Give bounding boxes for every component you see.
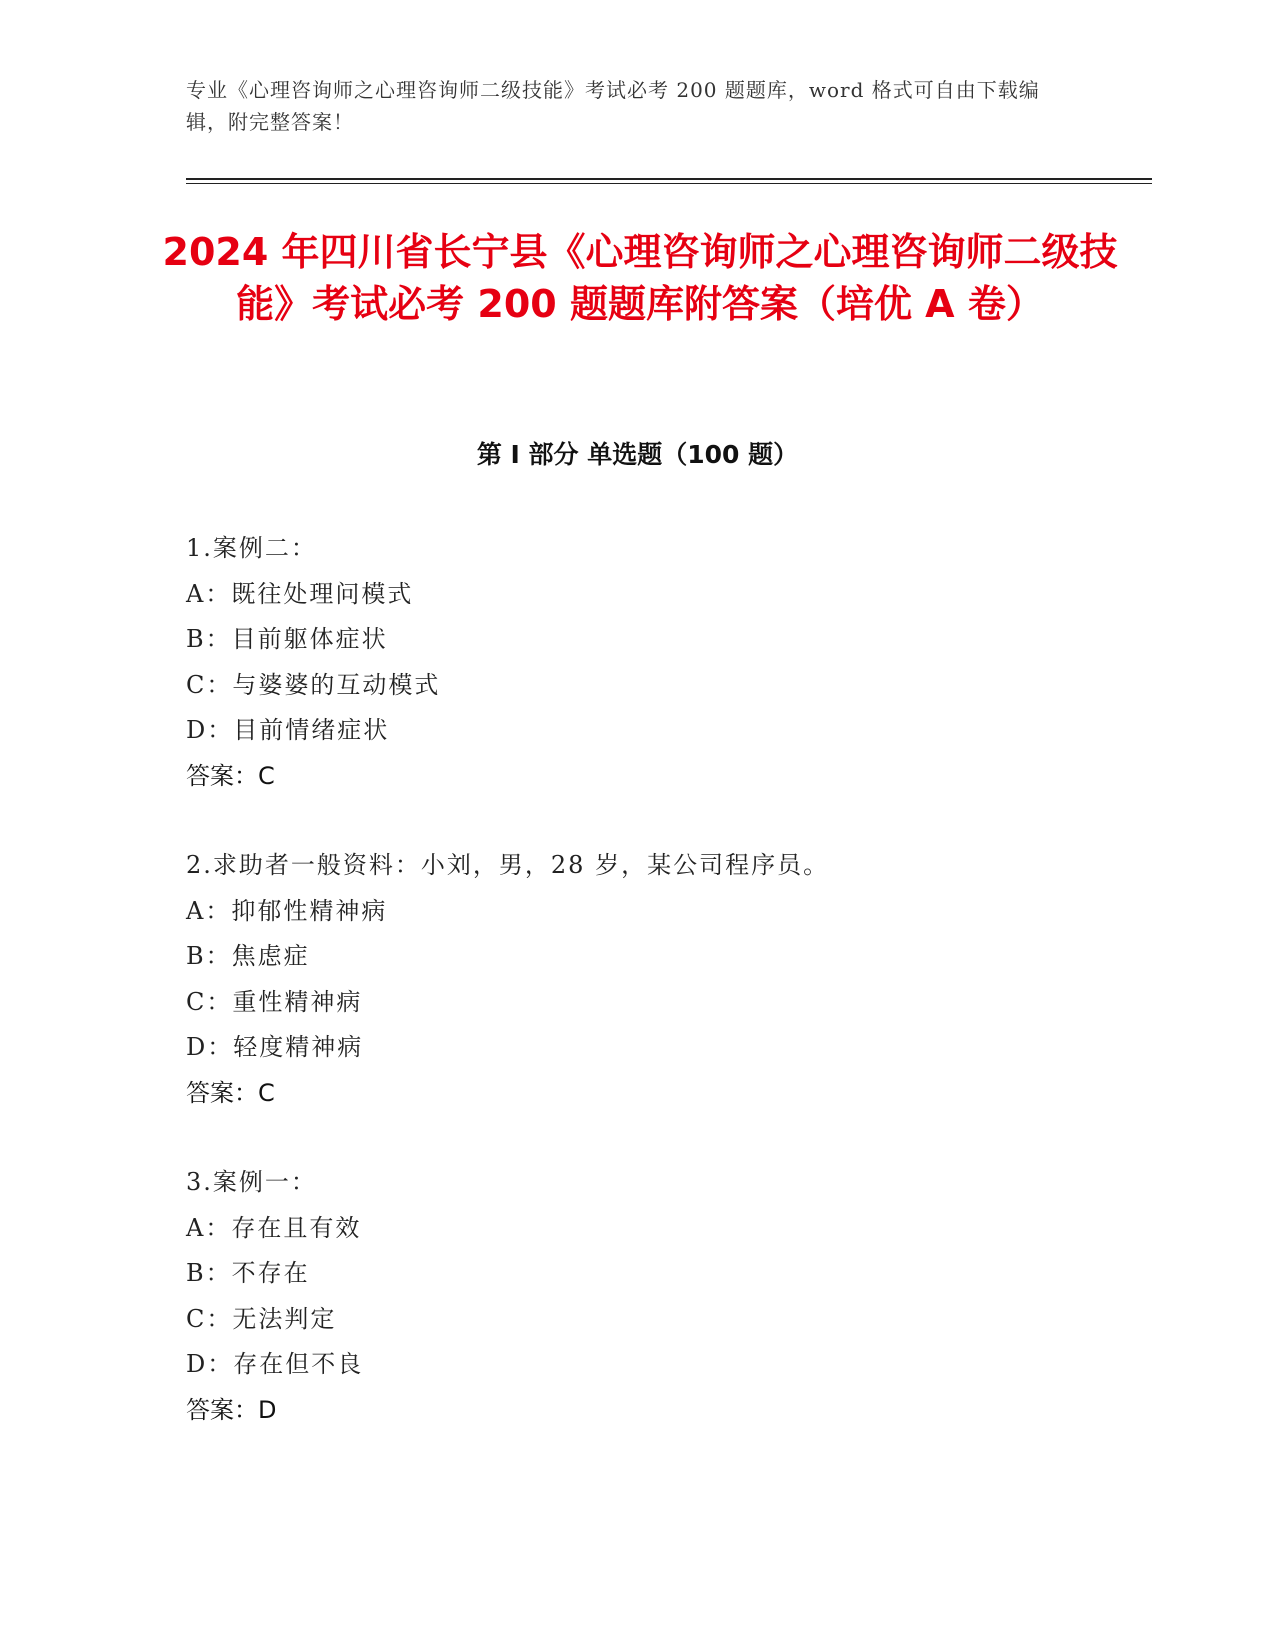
question-2 [186, 843, 1086, 1116]
option-d: D：目前情绪症状 [186, 716, 390, 744]
question-1 [186, 526, 1086, 799]
answer: 答案：D [186, 1395, 277, 1424]
option-c: C：重性精神病 [186, 987, 363, 1016]
option-a: A：既往处理问模式 [186, 579, 414, 608]
question-stem: 3.案例一： [186, 1168, 317, 1196]
option-b: B：焦虑症 [186, 942, 310, 970]
option-d: D：存在但不良 [186, 1350, 364, 1378]
answer: 答案：C [186, 761, 275, 790]
option-a: A：抑郁性精神病 [186, 896, 388, 925]
option-b: B：不存在 [186, 1259, 310, 1287]
option-b: B：目前躯体症状 [186, 625, 388, 653]
option-c: C：与婆婆的互动模式 [186, 670, 441, 699]
section-title: 第 I 部分 单选题（100 题） [476, 440, 799, 469]
question-stem: 2.求助者一般资料：小刘，男，28 岁，某公司程序员。 [186, 851, 830, 879]
header-divider-thin [186, 183, 1152, 184]
answer: 答案：C [186, 1078, 275, 1107]
document-title: 2024 年四川省长宁县《心理咨询师之心理咨询师二级技能》考试必考 200 题题库附答案（培优 A 卷） [162, 230, 1118, 326]
question-stem: 1.案例二： [186, 534, 317, 562]
question-list [186, 526, 1086, 1477]
question-3 [186, 1160, 1086, 1433]
header-note: 专业《心理咨询师之心理咨询师二级技能》考试必考 200 题题库，word 格式可自由下载编辑，附完整答案！ [186, 78, 1040, 134]
option-a: A：存在且有效 [186, 1213, 362, 1242]
option-c: C：无法判定 [186, 1304, 337, 1333]
header-divider-thick [186, 178, 1152, 180]
option-d: D：轻度精神病 [186, 1033, 364, 1061]
